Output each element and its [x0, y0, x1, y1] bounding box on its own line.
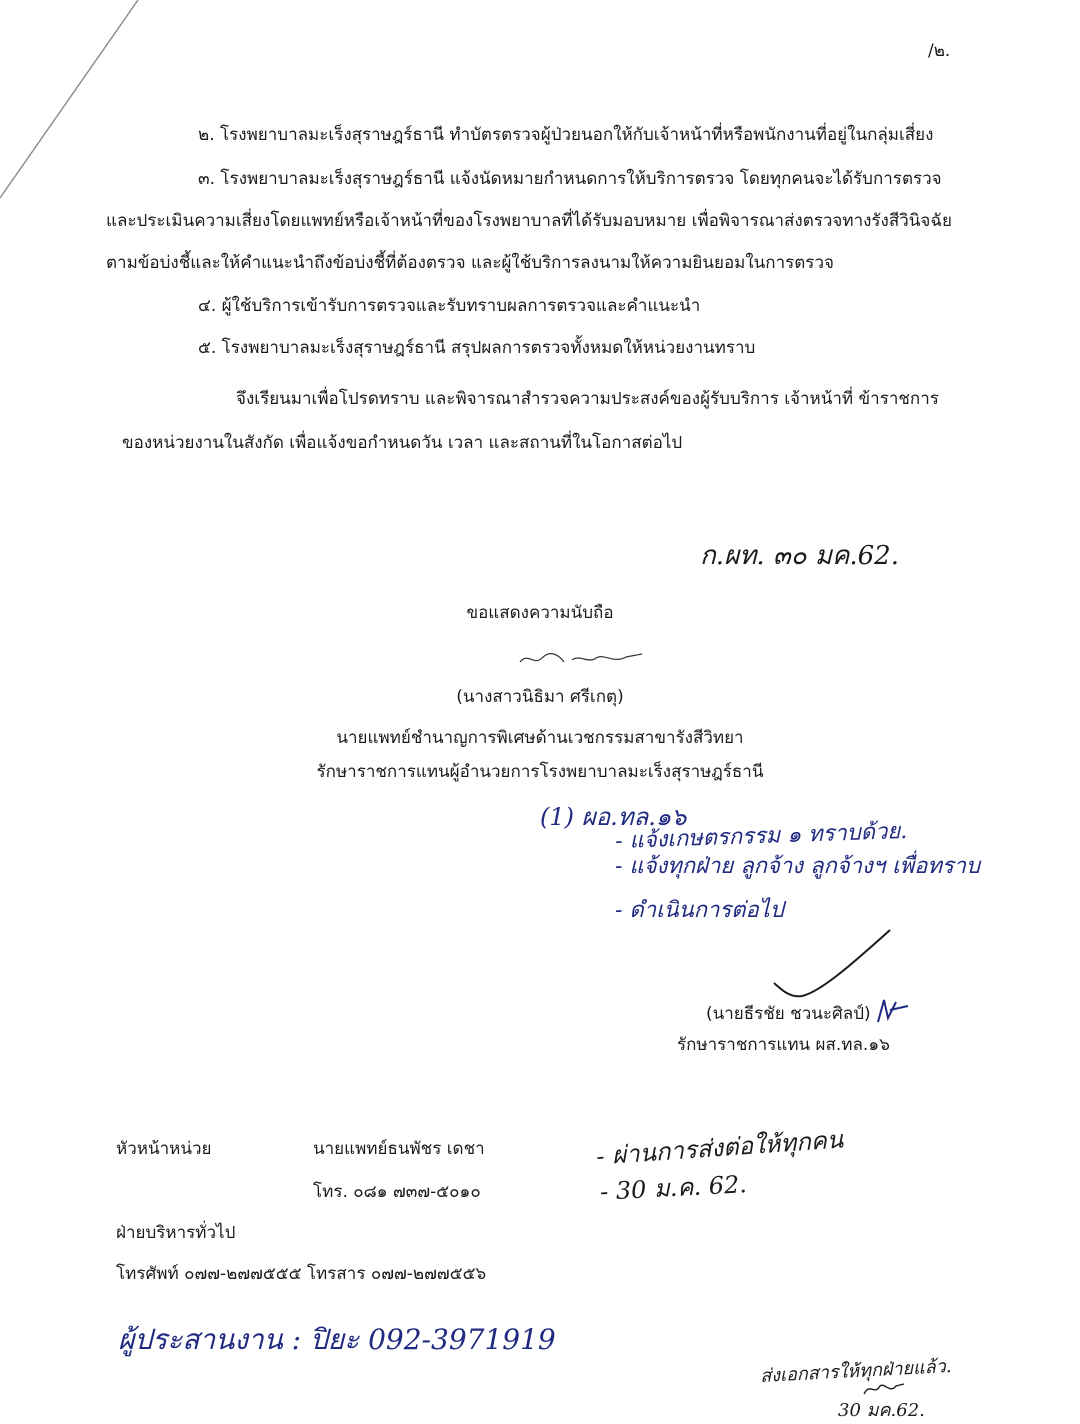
signer-position: นายแพทย์ชำนาญการพิเศษด้านเวชกรรมสาขารังสีวิทยา — [336, 728, 744, 748]
unit-head-phone: โทร. ๐๘๑ ๗๓๗-๕๐๑๐ — [313, 1182, 481, 1202]
scan-edge-line — [0, 0, 140, 200]
step-4: ๔. ผู้ใช้บริการเข้ารับการตรวจและรับทราบผลการตรวจและคำแนะนำ — [198, 296, 701, 316]
footer-note-line-1: ส่งเอกสารให้ทุกฝ่ายแล้ว. — [759, 1356, 952, 1387]
unit-head-name: นายแพทย์ธนพัชร เดชา — [313, 1139, 485, 1159]
signature-director — [518, 648, 648, 670]
step-5: ๕. โรงพยาบาลมะเร็งสุราษฎร์ธานี สรุปผลการตรวจทั้งหมดให้หน่วยงานทราบ — [198, 338, 756, 358]
step-2: ๒. โรงพยาบาลมะเร็งสุราษฎร์ธานี ทำบัตรตรวจผู้ป่วยนอกให้กับเจ้าหน้าที่หรือพนักงานที่อยู่ในกลุ่มเสี่ยง — [198, 125, 934, 145]
phone-fax: โทรศัพท์ ๐๗๗-๒๗๗๕๕๕ โทรสาร ๐๗๗-๒๗๗๕๕๖ — [116, 1264, 487, 1284]
approver-name: (นายธีรชัย ชวนะศิลป์) — [706, 1004, 871, 1024]
department: ฝ่ายบริหารทั่วไป — [116, 1223, 236, 1243]
annotation-line-1: - แจ้งเกษตรกรรม ๑ ทราบด้วย. — [614, 818, 908, 855]
footer-note-line-2: 30 มค.62. — [838, 1400, 925, 1421]
coordinator-note: ผู้ประสานงาน : ปิยะ 092-3971919 — [118, 1323, 556, 1356]
closing-line-2: ของหน่วยงานในสังกัด เพื่อแจ้งขอกำหนดวัน เวลา และสถานที่ในโอกาสต่อไป — [122, 433, 683, 453]
annotation-heading: (1) ผอ.ทล.๑๖ — [540, 803, 687, 831]
handwritten-date: ก.ผท. ๓๐ มค.62. — [700, 541, 899, 571]
approver-initials — [874, 996, 910, 1026]
handwritten-note-line-2: - 30 ม.ค. 62. — [599, 1170, 748, 1206]
approver-signature — [772, 928, 902, 1003]
signer-name: (นางสาวนิธิมา ศรีเกตุ) — [456, 687, 624, 707]
unit-head-label: หัวหน้าหน่วย — [116, 1139, 212, 1159]
step-3-line-2: และประเมินความเสี่ยงโดยแพทย์หรือเจ้าหน้าที่ของโรงพยาบาลที่ได้รับมอบหมาย เพื่อพิจารณาส่งตรวจทางรังสีวินิจฉัย — [106, 211, 952, 231]
approver-acting: รักษาราชการแทน ผส.ทล.๑๖ — [677, 1035, 890, 1055]
step-3-line-3: ตามข้อบ่งชี้และให้คำแนะนำถึงข้อบ่งชี้ที่ต้องตรวจ และผู้ใช้บริการลงนามให้ความยินยอมในการตรวจ — [106, 253, 834, 273]
regards: ขอแสดงความนับถือ — [466, 603, 614, 623]
page-number: /๒. — [928, 41, 951, 61]
annotation-line-2: - แจ้งทุกฝ่าย ลูกจ้าง ลูกจ้างฯ เพื่อทราบ — [615, 854, 980, 879]
signer-acting: รักษาราชการแทนผู้อำนวยการโรงพยาบาลมะเร็งสุราษฎร์ธานี — [316, 762, 764, 782]
annotation-line-3: - ดำเนินการต่อไป — [615, 898, 784, 923]
handwritten-note-line-1: - ผ่านการส่งต่อให้ทุกคน — [595, 1125, 845, 1171]
closing-line-1: จึงเรียนมาเพื่อโปรดทราบ และพิจารณาสำรวจความประสงค์ของผู้รับบริการ เจ้าหน้าที่ ข้าราชการ — [236, 389, 939, 409]
step-3: ๓. โรงพยาบาลมะเร็งสุราษฎร์ธานี แจ้งนัดหมายกำหนดการให้บริการตรวจ โดยทุกคนจะได้รับการตรวจ — [198, 169, 942, 189]
